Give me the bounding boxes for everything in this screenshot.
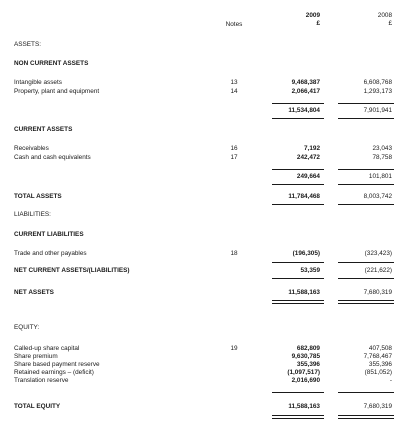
row-value-2008: 7,768,467: [363, 353, 392, 360]
notes-column-header: Notes: [225, 21, 243, 28]
row-value-2009: (196,305): [292, 250, 320, 257]
row-value-2008: 407,508: [368, 345, 392, 352]
row-value-2009: 2,066,417: [291, 88, 320, 95]
row-value-2009: 2,016,690: [291, 377, 320, 384]
total-rule-2009: [272, 204, 324, 205]
net-current-label: NET CURRENT ASSETS/(LIABILITIES): [14, 267, 130, 274]
row-value-2009: 9,630,785: [291, 353, 320, 360]
currency-2008-header: £: [388, 20, 392, 27]
row-value-2009: 9,468,387: [291, 79, 320, 86]
total-assets-2008: 8,003,742: [363, 193, 392, 200]
total-double-rule-2009: [272, 415, 324, 416]
row-value-2008: (323,423): [364, 250, 392, 257]
current-liabilities-heading: CURRENT LIABILITIES: [14, 231, 84, 238]
row-label: Retained earnings – (deficit): [14, 369, 94, 376]
row-label: Trade and other payables: [14, 250, 87, 257]
assets-heading: ASSETS:: [14, 41, 41, 48]
row-label: Called-up share capital: [14, 345, 80, 352]
subtotal-rule-2009: [272, 103, 324, 104]
subtotal-rule-2008: [338, 278, 394, 279]
row-value-2009: 242,472: [296, 154, 320, 161]
non-current-total-2008: 7,901,941: [363, 107, 392, 114]
row-note: 17: [230, 154, 238, 161]
row-value-2008: -: [389, 377, 392, 384]
total-double-rule-2008: [338, 415, 394, 416]
row-label: Receivables: [14, 145, 49, 152]
subtotal-rule-2008: [338, 103, 394, 104]
row-value-2008: 355,396: [368, 361, 392, 368]
total-double-rule-2008: [338, 418, 394, 419]
currency-2009-header: £: [316, 20, 320, 27]
row-label: Share premium: [14, 353, 58, 360]
total-assets-2009: 11,784,468: [288, 193, 320, 200]
equity-heading: EQUITY:: [14, 324, 40, 331]
row-note: 16: [230, 145, 238, 152]
liabilities-heading: LIABILITIES:: [14, 211, 51, 218]
total-double-rule-2008: [338, 300, 394, 301]
subtotal-rule-2008: [338, 262, 394, 263]
row-value-2009: (1,097,517): [287, 369, 320, 376]
total-double-rule-2009: [272, 418, 324, 419]
total-double-rule-2009: [272, 300, 324, 301]
subtotal-rule-2009: [272, 169, 324, 170]
row-value-2009: 7,192: [304, 145, 320, 152]
subtotal-rule-2009: [272, 278, 324, 279]
subtotal-rule-2009: [272, 184, 324, 185]
total-assets-label: TOTAL ASSETS: [14, 193, 62, 200]
total-equity-label: TOTAL EQUITY: [14, 403, 61, 410]
total-equity-2008: 7,680,319: [363, 403, 392, 410]
row-value-2008: 23,043: [372, 145, 392, 152]
non-current-total-2009: 11,534,804: [288, 107, 320, 114]
net-current-2009: 53,359: [300, 267, 320, 274]
net-assets-2008: 7,680,319: [363, 289, 392, 296]
subtotal-rule-2008: [338, 118, 394, 119]
subtotal-rule-2008: [338, 392, 394, 393]
row-value-2008: 1,293,173: [363, 88, 392, 95]
current-total-2008: 101,801: [368, 173, 392, 180]
total-rule-2008: [338, 204, 394, 205]
row-value-2009: 355,396: [296, 361, 320, 368]
row-value-2008: 78,758: [372, 154, 392, 161]
row-note: 19: [230, 345, 238, 352]
subtotal-rule-2009: [272, 118, 324, 119]
row-note: 18: [230, 250, 238, 257]
total-double-rule-2008: [338, 303, 394, 304]
net-assets-2009: 11,588,163: [288, 289, 320, 296]
row-value-2008: (851,052): [364, 369, 392, 376]
row-value-2008: 6,608,768: [363, 79, 392, 86]
non-current-assets-heading: NON CURRENT ASSETS: [14, 60, 89, 67]
row-value-2009: 682,809: [296, 345, 320, 352]
year-2009-header: 2009: [305, 12, 320, 19]
subtotal-rule-2008: [338, 184, 394, 185]
current-assets-heading: CURRENT ASSETS: [14, 126, 73, 133]
row-label: Property, plant and equipment: [14, 88, 100, 95]
total-double-rule-2009: [272, 303, 324, 304]
net-current-2008: (221,622): [364, 267, 392, 274]
subtotal-rule-2009: [272, 392, 324, 393]
row-note: 13: [230, 79, 238, 86]
total-equity-2009: 11,588,163: [288, 403, 320, 410]
row-label: Cash and cash equivalents: [14, 154, 91, 161]
row-label: Intangible assets: [14, 79, 62, 86]
row-label: Share based payment reserve: [14, 361, 100, 368]
year-2008-header: 2008: [377, 12, 392, 19]
row-note: 14: [230, 88, 238, 95]
net-assets-label: NET ASSETS: [14, 289, 54, 296]
current-total-2009: 249,664: [296, 173, 320, 180]
subtotal-rule-2009: [272, 262, 324, 263]
row-label: Translation reserve: [14, 377, 69, 384]
subtotal-rule-2008: [338, 169, 394, 170]
